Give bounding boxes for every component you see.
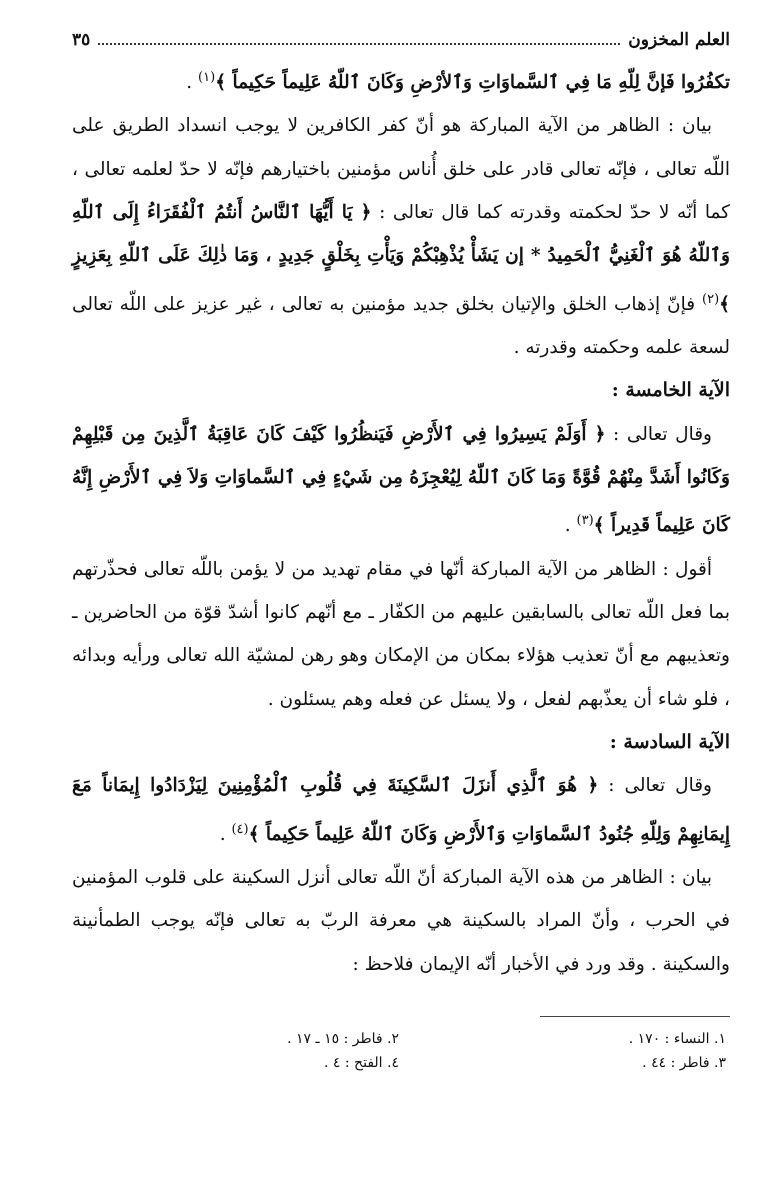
paragraph xyxy=(72,56,730,104)
footnote: ٢. فاطر : ١٥ ـ ١٧ . xyxy=(287,1030,399,1047)
paragraph xyxy=(72,856,730,986)
page-number: ٣٥ xyxy=(72,30,91,50)
quran-verse: تكفُرُوا فَإنَّ لِلّهِ مَا فِي ٱلسَّماوَاتِ وَٱلأرْضِ وَكَانَ ٱللّهُ عَلِيماً حَكِيماً ﴾ xyxy=(215,72,730,94)
footnote: ٣. فاطر : ٤٤ . xyxy=(642,1054,726,1071)
quran-verse: ﴿ يَا أَيُّهَا ٱلنَّاسُ أَنتُمُ ٱلْفُقَرَاءُ إِلَى ٱللّهِ وَٱللّهُ هُوَ ٱلْغَنِيُّ ٱلْحَمِيدُ * إن يَشَأْ يُذْهِبْكُمْ وَيَأْتِ بِخَلْقٍ جَدِيدٍ ، وَمَا ذٰلِكَ عَلَى ٱللّهِ بِعَزِيزٍ ﴾ xyxy=(72,202,730,315)
paragraph xyxy=(72,764,730,856)
header-title: العلم المخزون xyxy=(628,30,730,50)
footnotes xyxy=(72,1031,730,1071)
paragraph-text: . xyxy=(186,72,199,94)
footnote: ٤. الفتح : ٤ . xyxy=(324,1054,399,1071)
paragraph-text: فإنّ إذهاب الخلق والإتيان بخلق جديد مؤمنين به تعالى ، غير عزيز على اللّه تعالى لسعة علمه وحكمته وقدرته . xyxy=(72,293,730,359)
footnote: ١. النساء : ١٧٠ . xyxy=(628,1030,726,1047)
paragraph-text: . xyxy=(219,823,232,845)
footnote-reference: (٢) xyxy=(702,291,720,307)
paragraph-text: بيان : الظاهر من الآية المباركة هو أنّ كفر الكافرين لا يوجب انسداد الطريق على اللّه تعالى ، فإنّه تعالى قادر على خلق أُناس مؤمنين باختيارهم فإنّه لا حدّ لعلمه تعالى ، كما أنّه لا حدّ لحكمته وقدرته كما قال تعالى : xyxy=(72,115,730,224)
header-dot-leader xyxy=(98,43,620,45)
quran-verse: ﴿ هُوَ ٱلَّذِي أَنزَلَ ٱلسَّكِينَةَ فِي قُلُوبِ ٱلْمُؤْمِنِينَ لِيَزْدَادُوا إِيمَاناً مَعَ إِيمَانِهِمْ وَلِلّهِ جُنُودُ ٱلسَّماوَاتِ وَٱلأَرْضِ وَكَانَ ٱللّهُ عَلِيماً حَكِيماً ﴾ xyxy=(72,775,730,845)
paragraph xyxy=(72,413,730,548)
paragraph-text: أقول : الظاهر من الآية المباركة أنّها في مقام تهديد من لا يؤمن باللّه تعالى فحذّرتهم بما فعل اللّه تعالى بالسابقين عليهم من الكفّار ـ مع أنّهم كانوا أشدّ قوّة من الحاضرين ـ وتعذيبهم مع أنّ تعذيب هؤلاء بمكان من الإمكان وهو رهن لمشيّة الله تعالى ورأيه وبدائه ، فلو شاء أن يعذّبهم لفعل ، ولا يسئل عن فعله وهم يسئلون . xyxy=(72,558,730,710)
body-text xyxy=(72,56,730,986)
paragraph-text: . xyxy=(564,515,577,537)
paragraph xyxy=(72,104,730,369)
footnote-reference: (٣) xyxy=(576,513,594,529)
footnote-divider xyxy=(540,1016,730,1017)
footnote-reference: (٤) xyxy=(231,821,249,837)
paragraph-text: بيان : الظاهر من هذه الآية المباركة أنّ اللّه تعالى أنزل السكينة على قلوب المؤمنين في الحرب ، وأنّ المراد بالسكينة هي معرفة الربّ به تعالى فإنّه يوجب الطمأنينة والسكينة . وقد ورد في الأخبار أنّه الإيمان فلاحظ : xyxy=(72,866,730,975)
section-heading xyxy=(72,369,730,412)
paragraph-text: وقال تعالى : xyxy=(598,775,712,797)
heading-text: الآية الخامسة : xyxy=(611,379,730,402)
heading-text: الآية السادسة : xyxy=(609,730,730,753)
book-page xyxy=(72,30,730,1071)
quran-verse: ﴿ أَوَلَمْ يَسِيرُوا فِي ٱلأَرْضِ فَيَنظُرُوا كَيْفَ كَانَ عَاقِبَةُ ٱلَّذِينَ مِن قَبْلِهِمْ وَكَانُوا أَشَدَّ مِنْهُمْ قُوَّةً وَمَا كَانَ ٱللّهُ لِيُعْجِزَهُ مِن شَيْءٍ فِي ٱلسَّماوَاتِ وَلاَ فِي ٱلأَرْضِ إِنَّهُ كَانَ عَلِيماً قَدِيراً ﴾ xyxy=(72,423,730,537)
paragraph-text: وقال تعالى : xyxy=(605,423,712,445)
running-header xyxy=(72,30,730,56)
footnote-reference: (١) xyxy=(198,70,216,85)
section-heading xyxy=(72,721,730,764)
paragraph xyxy=(72,548,730,721)
